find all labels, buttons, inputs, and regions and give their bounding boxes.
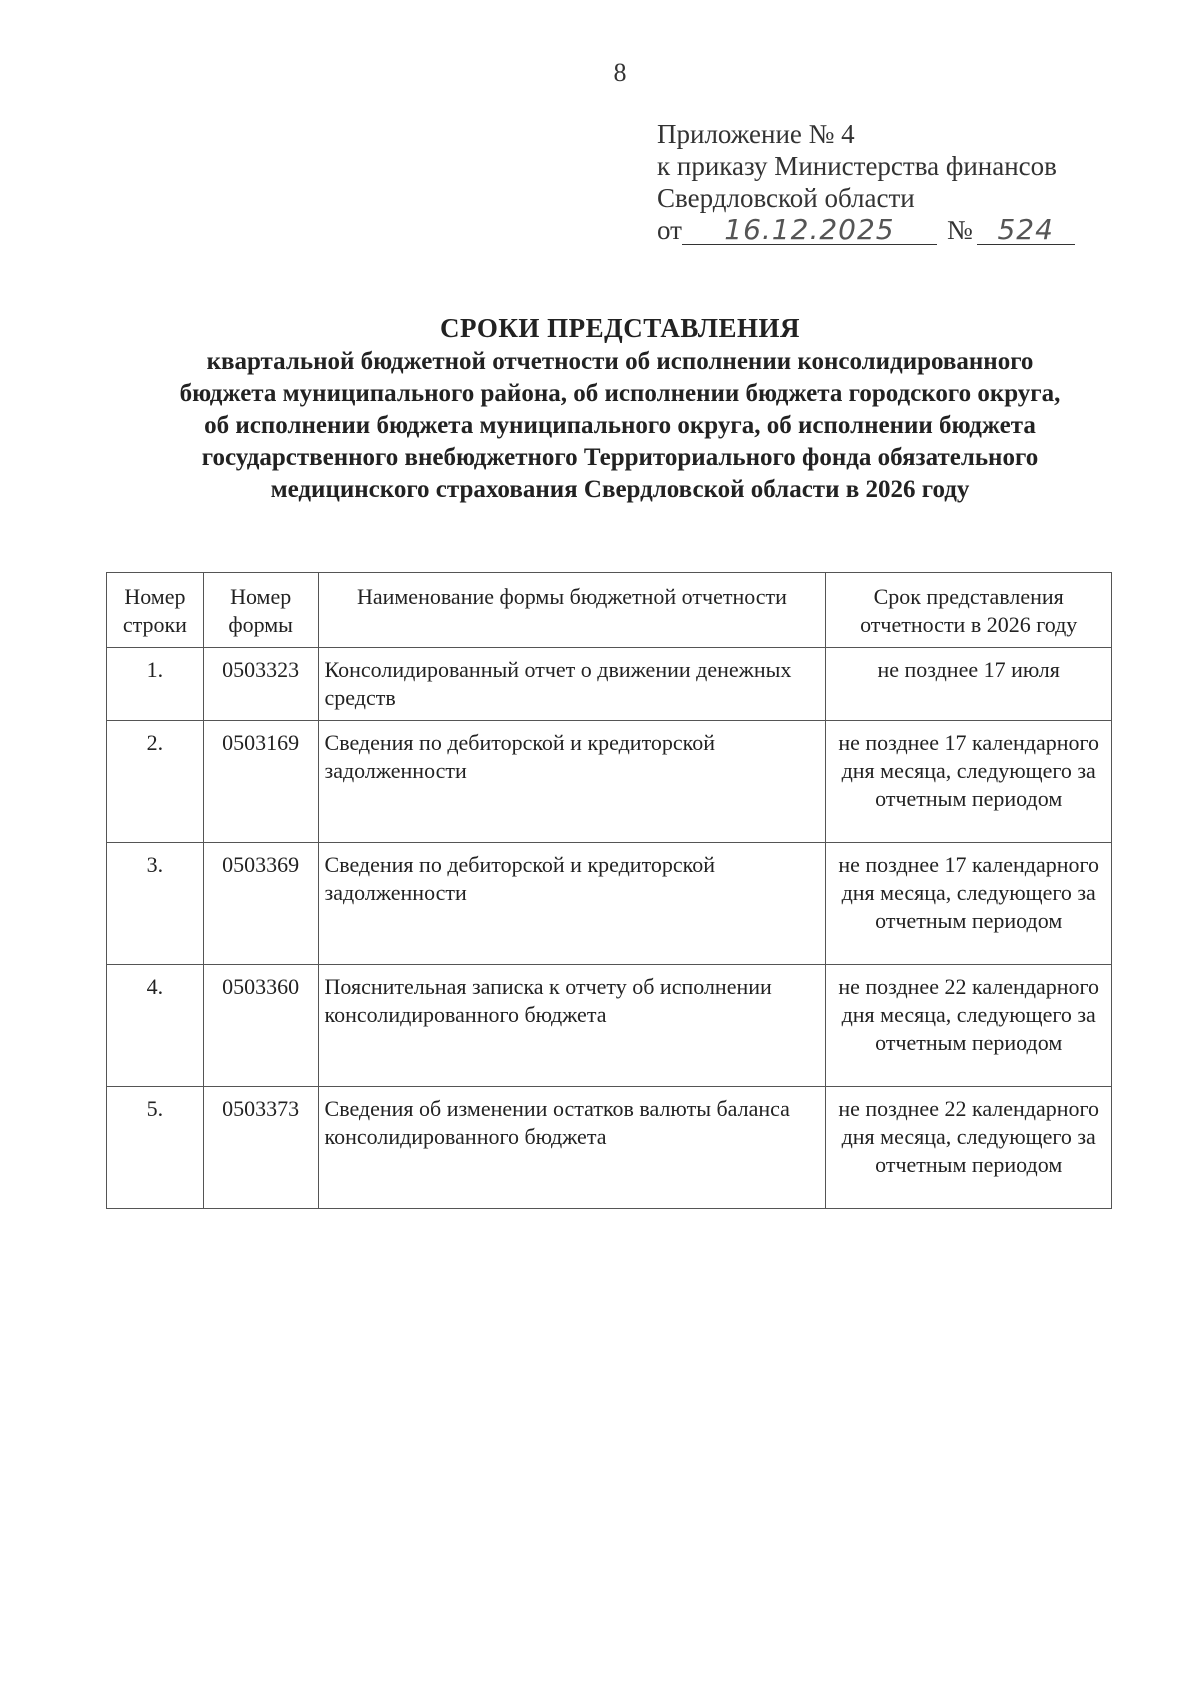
form-number-cell: 0503169 (203, 721, 318, 843)
table-header-row (107, 573, 1112, 648)
appendix-date-line (657, 214, 1137, 246)
form-number-cell: 0503323 (203, 648, 318, 721)
table-row (107, 965, 1112, 1087)
appendix-title: Приложение № 4 (657, 119, 855, 149)
deadlines-table (106, 572, 1112, 1209)
page-number: 8 (613, 58, 627, 87)
handwritten-date: 16.12.2025 (682, 216, 937, 245)
document-title (110, 312, 1130, 506)
row-number-cell: 5. (107, 1087, 204, 1209)
deadline-cell: не позднее 17 календарного дня месяца, следующего за отчетным периодом (826, 721, 1112, 843)
form-name-cell: Консолидированный отчет о движении денежных средств (318, 648, 826, 721)
date-prefix: от (657, 215, 682, 245)
table-row (107, 648, 1112, 721)
form-name-cell: Сведения об изменении остатков валюты баланса консолидированного бюджета (318, 1087, 826, 1209)
form-number-cell: 0503360 (203, 965, 318, 1087)
form-name-cell: Сведения по дебиторской и кредиторской задолженности (318, 721, 826, 843)
form-number-cell: 0503373 (203, 1087, 318, 1209)
title-line: квартальной бюджетной отчетности об исполнении консолидированного (206, 348, 1034, 375)
table-row (107, 1087, 1112, 1209)
title-line: медицинского страхования Свердловской области в 2026 году (270, 476, 970, 503)
appendix-header (657, 118, 1137, 246)
form-name-cell: Пояснительная записка к отчету об исполнении консолидированного бюджета (318, 965, 826, 1087)
row-number-cell: 4. (107, 965, 204, 1087)
main-title: СРОКИ ПРЕДСТАВЛЕНИЯ (439, 313, 800, 343)
row-number-cell: 1. (107, 648, 204, 721)
header-form-name: Наименование формы бюджетной отчетности (318, 573, 826, 648)
deadline-cell: не позднее 17 календарного дня месяца, следующего за отчетным периодом (826, 843, 1112, 965)
deadline-cell: не позднее 22 календарного дня месяца, следующего за отчетным периодом (826, 1087, 1112, 1209)
deadline-cell: не позднее 17 июля (826, 648, 1112, 721)
appendix-region: Свердловской области (657, 183, 915, 213)
number-prefix: № (946, 215, 973, 245)
table-row (107, 843, 1112, 965)
form-number-cell: 0503369 (203, 843, 318, 965)
deadline-cell: не позднее 22 календарного дня месяца, следующего за отчетным периодом (826, 965, 1112, 1087)
title-line: об исполнении бюджета муниципального округа, об исполнении бюджета (204, 412, 1036, 439)
row-number-cell: 3. (107, 843, 204, 965)
form-name-cell: Сведения по дебиторской и кредиторской задолженности (318, 843, 826, 965)
table-row (107, 721, 1112, 843)
appendix-order-ref: к приказу Министерства финансов (657, 151, 1057, 181)
title-line: бюджета муниципального района, об исполнении бюджета городского округа, (179, 380, 1061, 407)
handwritten-number: 524 (977, 216, 1075, 245)
header-deadline: Срок представления отчетности в 2026 году (826, 573, 1112, 648)
header-row-number: Номер строки (107, 573, 204, 648)
header-form-number: Номер формы (203, 573, 318, 648)
row-number-cell: 2. (107, 721, 204, 843)
title-line: государственного внебюджетного Территориального фонда обязательного (201, 444, 1039, 471)
